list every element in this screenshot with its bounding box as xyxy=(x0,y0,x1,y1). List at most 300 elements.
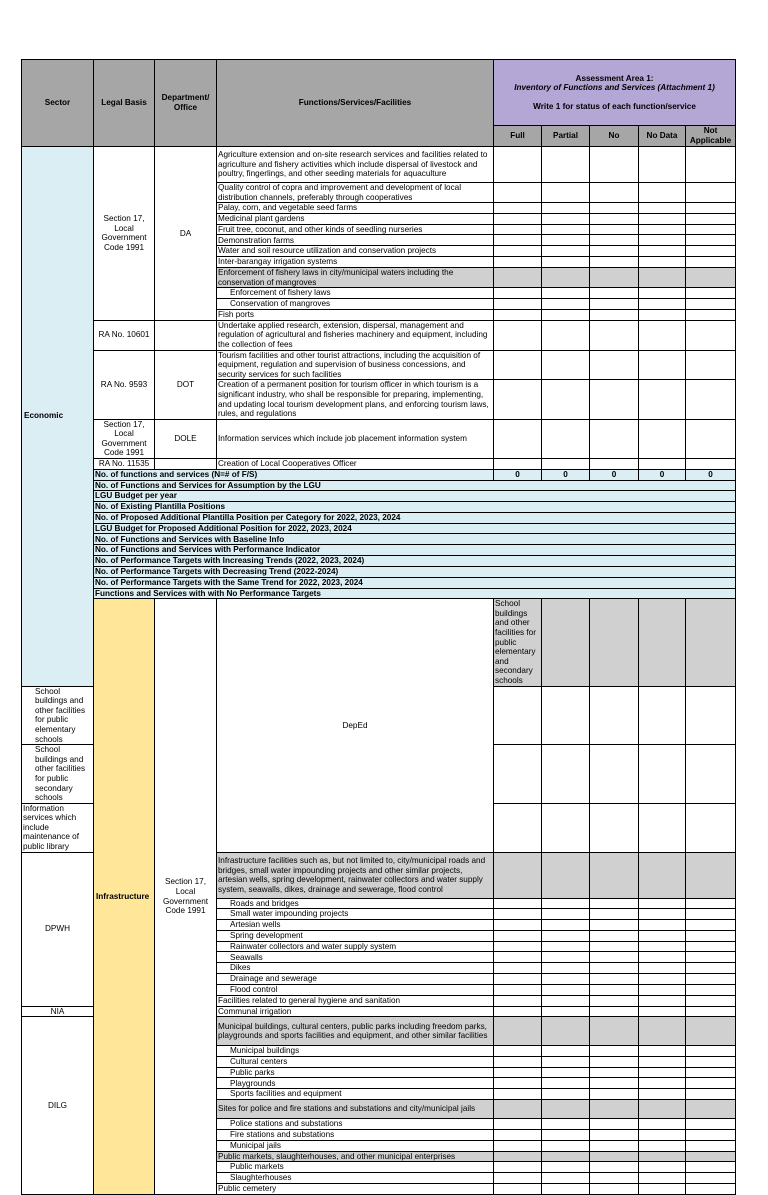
status-cell[interactable] xyxy=(542,235,590,246)
status-cell[interactable] xyxy=(590,1067,639,1078)
status-cell[interactable] xyxy=(494,963,542,974)
function-subitem: School buildings and other facilities for public secondary schools xyxy=(22,745,94,804)
count-not-applicable: 0 xyxy=(686,469,736,480)
function-subitem: Municipal buildings xyxy=(217,1046,494,1057)
status-cell[interactable] xyxy=(639,898,686,909)
status-cell[interactable] xyxy=(686,235,736,246)
status-cell[interactable] xyxy=(590,309,639,320)
status-cell[interactable] xyxy=(494,256,542,267)
status-full-header: Full xyxy=(494,126,542,147)
status-cell[interactable] xyxy=(639,995,686,1006)
status-cell[interactable] xyxy=(494,459,542,470)
status-cell[interactable] xyxy=(686,256,736,267)
status-cell[interactable] xyxy=(494,852,542,898)
status-cell[interactable] xyxy=(639,309,686,320)
status-cell[interactable] xyxy=(542,288,590,299)
legal-basis-da: Section 17, Local Government Code 1991 xyxy=(94,147,155,321)
status-cell[interactable] xyxy=(639,246,686,257)
status-cell[interactable] xyxy=(542,1151,590,1162)
status-cell[interactable] xyxy=(590,256,639,267)
function-item: Public cemetery xyxy=(217,1183,494,1194)
status-cell[interactable] xyxy=(639,1046,686,1057)
status-cell[interactable] xyxy=(494,1140,542,1151)
status-cell[interactable] xyxy=(639,963,686,974)
status-cell[interactable] xyxy=(590,952,639,963)
status-cell[interactable] xyxy=(686,995,736,1006)
status-cell[interactable] xyxy=(639,920,686,931)
status-cell[interactable] xyxy=(542,1078,590,1089)
status-cell[interactable] xyxy=(494,1183,542,1194)
status-cell[interactable] xyxy=(590,288,639,299)
status-cell[interactable] xyxy=(639,1056,686,1067)
status-cell[interactable] xyxy=(494,213,542,224)
status-cell[interactable] xyxy=(590,1130,639,1141)
function-subitem: Public markets xyxy=(217,1162,494,1173)
status-cell[interactable] xyxy=(494,1100,542,1119)
status-cell[interactable] xyxy=(590,985,639,996)
status-cell[interactable] xyxy=(639,256,686,267)
status-cell[interactable] xyxy=(639,147,686,183)
status-cell[interactable] xyxy=(542,985,590,996)
department-dpwh: DPWH xyxy=(22,852,94,1006)
status-cell[interactable] xyxy=(542,930,590,941)
assessment-title: Assessment Area 1: xyxy=(575,73,654,83)
status-cell[interactable] xyxy=(590,203,639,214)
status-cell[interactable] xyxy=(686,1140,736,1151)
status-cell[interactable] xyxy=(494,1151,542,1162)
status-cell[interactable] xyxy=(686,309,736,320)
status-cell[interactable] xyxy=(494,1078,542,1089)
status-cell[interactable] xyxy=(494,898,542,909)
status-cell[interactable] xyxy=(639,235,686,246)
status-cell[interactable] xyxy=(494,952,542,963)
status-cell[interactable] xyxy=(494,1130,542,1141)
status-cell[interactable] xyxy=(494,1056,542,1067)
status-cell[interactable] xyxy=(639,419,686,458)
legal-basis-infrastructure: Section 17, Local Government Code 1991 xyxy=(155,599,217,1195)
function-item: Inter-barangay irrigation systems xyxy=(217,256,494,267)
function-item: Fruit tree, coconut, and other kinds of seedling nurseries xyxy=(217,224,494,235)
status-cell[interactable] xyxy=(686,299,736,310)
function-item: Information services which include job placement information system xyxy=(217,419,494,458)
status-cell[interactable] xyxy=(686,267,736,287)
summary-row: No. of Performance Targets with Decreasing Trend (2022-2024) xyxy=(94,567,736,578)
status-cell[interactable] xyxy=(494,203,542,214)
status-cell[interactable] xyxy=(494,235,542,246)
function-item: Facilities related to general hygiene and sanitation xyxy=(217,995,494,1006)
status-cell[interactable] xyxy=(686,1100,736,1119)
status-cell[interactable] xyxy=(686,1056,736,1067)
status-cell[interactable] xyxy=(542,1006,590,1017)
function-subitem: Artesian wells xyxy=(217,920,494,931)
status-cell[interactable] xyxy=(542,1130,590,1141)
status-cell[interactable] xyxy=(686,203,736,214)
status-cell[interactable] xyxy=(542,803,590,852)
function-item: Creation of Local Cooperatives Officer xyxy=(217,459,494,470)
status-no-header: No xyxy=(590,126,639,147)
status-cell[interactable] xyxy=(639,203,686,214)
status-cell[interactable] xyxy=(639,1183,686,1194)
status-cell[interactable] xyxy=(639,1067,686,1078)
status-cell[interactable] xyxy=(494,1173,542,1184)
status-cell[interactable] xyxy=(686,599,736,686)
status-cell[interactable] xyxy=(639,183,686,203)
status-cell[interactable] xyxy=(590,686,639,745)
status-cell[interactable] xyxy=(494,909,542,920)
status-cell[interactable] xyxy=(686,963,736,974)
function-subitem: Roads and bridges xyxy=(217,898,494,909)
status-cell[interactable] xyxy=(639,1100,686,1119)
status-cell[interactable] xyxy=(494,745,542,804)
status-cell[interactable] xyxy=(494,1017,542,1046)
function-subitem: Seawalls xyxy=(217,952,494,963)
status-cell[interactable] xyxy=(686,224,736,235)
summary-row: No. of Performance Targets with Increasing Trends (2022, 2023, 2024) xyxy=(94,556,736,567)
status-cell[interactable] xyxy=(639,852,686,898)
status-cell[interactable] xyxy=(590,1183,639,1194)
status-cell[interactable] xyxy=(590,745,639,804)
header-sector: Sector xyxy=(22,60,94,147)
status-cell[interactable] xyxy=(542,419,590,458)
count-no: 0 xyxy=(590,469,639,480)
status-cell[interactable] xyxy=(686,1119,736,1130)
status-cell[interactable] xyxy=(639,320,686,350)
status-cell[interactable] xyxy=(686,1067,736,1078)
status-cell[interactable] xyxy=(494,288,542,299)
summary-row: No. of Performance Targets with the Same Trend for 2022, 2023, 2024 xyxy=(94,577,736,588)
status-cell[interactable] xyxy=(639,1173,686,1184)
status-cell[interactable] xyxy=(590,459,639,470)
count-no-data: 0 xyxy=(639,469,686,480)
status-cell[interactable] xyxy=(542,745,590,804)
status-cell[interactable] xyxy=(542,1140,590,1151)
status-cell[interactable] xyxy=(639,459,686,470)
status-cell[interactable] xyxy=(542,1017,590,1046)
status-cell[interactable] xyxy=(494,974,542,985)
status-cell[interactable] xyxy=(590,920,639,931)
status-cell[interactable] xyxy=(542,1046,590,1057)
status-cell[interactable] xyxy=(686,909,736,920)
status-cell[interactable] xyxy=(542,898,590,909)
status-cell[interactable] xyxy=(590,380,639,419)
status-cell[interactable] xyxy=(542,246,590,257)
status-cell[interactable] xyxy=(686,419,736,458)
status-cell[interactable] xyxy=(686,288,736,299)
status-cell[interactable] xyxy=(590,1119,639,1130)
status-cell[interactable] xyxy=(542,1173,590,1184)
status-cell[interactable] xyxy=(494,1046,542,1057)
department-dilg: DILG xyxy=(22,1017,94,1195)
status-cell[interactable] xyxy=(542,309,590,320)
status-cell[interactable] xyxy=(590,246,639,257)
status-cell[interactable] xyxy=(494,686,542,745)
status-cell[interactable] xyxy=(686,1183,736,1194)
status-cell[interactable] xyxy=(590,1006,639,1017)
status-cell[interactable] xyxy=(590,852,639,898)
status-cell[interactable] xyxy=(639,1140,686,1151)
status-cell[interactable] xyxy=(590,299,639,310)
sector-infrastructure: Infrastructure xyxy=(94,599,155,1195)
status-cell[interactable] xyxy=(639,213,686,224)
summary-row: LGU Budget per year xyxy=(94,491,736,502)
status-cell[interactable] xyxy=(639,1078,686,1089)
status-cell[interactable] xyxy=(590,1056,639,1067)
status-cell[interactable] xyxy=(590,1100,639,1119)
status-cell[interactable] xyxy=(590,419,639,458)
status-cell[interactable] xyxy=(686,1151,736,1162)
status-cell[interactable] xyxy=(590,350,639,380)
status-cell[interactable] xyxy=(590,213,639,224)
status-cell[interactable] xyxy=(542,213,590,224)
status-cell[interactable] xyxy=(542,224,590,235)
status-cell[interactable] xyxy=(542,350,590,380)
status-cell[interactable] xyxy=(542,599,590,686)
status-cell[interactable] xyxy=(542,1119,590,1130)
status-cell[interactable] xyxy=(542,952,590,963)
status-cell[interactable] xyxy=(542,1100,590,1119)
status-cell[interactable] xyxy=(542,941,590,952)
status-cell[interactable] xyxy=(590,1140,639,1151)
function-item: Agriculture extension and on-site research services and facilities related to agriculture and fishery activities which include dispersal of livestock and poultry, fingerlings, and other seeding materials for aquaculture xyxy=(217,147,494,183)
function-subitem: Rainwater collectors and water supply system xyxy=(217,941,494,952)
status-cell[interactable] xyxy=(542,380,590,419)
function-subitem: Conservation of mangroves xyxy=(217,299,494,310)
status-cell[interactable] xyxy=(639,909,686,920)
status-cell[interactable] xyxy=(590,803,639,852)
status-cell[interactable] xyxy=(590,930,639,941)
status-cell[interactable] xyxy=(590,909,639,920)
status-cell[interactable] xyxy=(590,1078,639,1089)
status-cell[interactable] xyxy=(542,203,590,214)
status-cell[interactable] xyxy=(590,1089,639,1100)
status-cell[interactable] xyxy=(686,1173,736,1184)
legal-basis-ra10601: RA No. 10601 xyxy=(94,320,155,350)
status-cell[interactable] xyxy=(494,183,542,203)
header-legal-basis: Legal Basis xyxy=(94,60,155,147)
status-cell[interactable] xyxy=(686,686,736,745)
status-cell[interactable] xyxy=(590,974,639,985)
legal-basis-ra9593: RA No. 9593 xyxy=(94,350,155,419)
status-cell[interactable] xyxy=(590,963,639,974)
status-cell[interactable] xyxy=(686,1078,736,1089)
status-cell[interactable] xyxy=(686,246,736,257)
status-cell[interactable] xyxy=(686,147,736,183)
inventory-table xyxy=(21,59,736,1195)
status-cell[interactable] xyxy=(590,320,639,350)
status-cell[interactable] xyxy=(590,599,639,686)
status-cell[interactable] xyxy=(542,1056,590,1067)
status-cell[interactable] xyxy=(639,1130,686,1141)
status-cell[interactable] xyxy=(639,941,686,952)
status-cell[interactable] xyxy=(639,1162,686,1173)
status-cell[interactable] xyxy=(590,1046,639,1057)
status-cell[interactable] xyxy=(542,299,590,310)
status-cell[interactable] xyxy=(639,1089,686,1100)
status-cell[interactable] xyxy=(639,599,686,686)
status-cell[interactable] xyxy=(590,224,639,235)
status-cell[interactable] xyxy=(494,267,542,287)
status-cell[interactable] xyxy=(542,147,590,183)
status-cell[interactable] xyxy=(639,1119,686,1130)
function-item: Quality control of copra and improvement and development of local distribution channels, preferably through cooperatives xyxy=(217,183,494,203)
status-cell[interactable] xyxy=(686,952,736,963)
status-cell[interactable] xyxy=(494,995,542,1006)
status-cell[interactable] xyxy=(639,745,686,804)
status-cell[interactable] xyxy=(639,299,686,310)
status-cell[interactable] xyxy=(686,320,736,350)
function-item: Creation of a permanent position for tourism officer in which tourism is a significant industry, who shall be responsible for preparing, implementing, and updating local tourism development plans, and enforcing tourism laws, rules, and regulations xyxy=(217,380,494,419)
status-cell[interactable] xyxy=(542,256,590,267)
status-cell[interactable] xyxy=(542,1067,590,1078)
function-subitem: Cultural centers xyxy=(217,1056,494,1067)
status-cell[interactable] xyxy=(542,1162,590,1173)
status-cell[interactable] xyxy=(639,350,686,380)
status-cell[interactable] xyxy=(494,147,542,183)
status-cell[interactable] xyxy=(686,1046,736,1057)
status-cell[interactable] xyxy=(686,1017,736,1046)
status-cell[interactable] xyxy=(494,941,542,952)
status-cell[interactable] xyxy=(686,745,736,804)
status-cell[interactable] xyxy=(686,350,736,380)
status-cell[interactable] xyxy=(686,1162,736,1173)
status-cell[interactable] xyxy=(494,380,542,419)
status-cell[interactable] xyxy=(590,1162,639,1173)
status-cell[interactable] xyxy=(494,1119,542,1130)
function-item: Public markets, slaughterhouses, and other municipal enterprises xyxy=(217,1151,494,1162)
status-cell[interactable] xyxy=(639,952,686,963)
summary-row: No. of Proposed Additional Plantilla Position per Category for 2022, 2023, 2024 xyxy=(94,512,736,523)
count-full: 0 xyxy=(494,469,542,480)
status-cell[interactable] xyxy=(590,898,639,909)
function-subitem: Police stations and substations xyxy=(217,1119,494,1130)
status-cell[interactable] xyxy=(639,803,686,852)
status-cell[interactable] xyxy=(686,803,736,852)
status-cell[interactable] xyxy=(494,1067,542,1078)
status-partial-header: Partial xyxy=(542,126,590,147)
assessment-area-header xyxy=(494,60,736,126)
status-cell[interactable] xyxy=(686,459,736,470)
function-item: Information services which include maintenance of public library xyxy=(22,803,94,852)
status-cell[interactable] xyxy=(639,224,686,235)
status-cell[interactable] xyxy=(494,1162,542,1173)
status-cell[interactable] xyxy=(494,985,542,996)
status-cell[interactable] xyxy=(686,1130,736,1141)
status-cell[interactable] xyxy=(494,1089,542,1100)
status-cell[interactable] xyxy=(639,1151,686,1162)
assessment-note: Write 1 for status of each function/service xyxy=(533,101,696,111)
department-blank xyxy=(155,320,217,350)
status-cell[interactable] xyxy=(639,930,686,941)
status-cell[interactable] xyxy=(542,920,590,931)
status-cell[interactable] xyxy=(494,419,542,458)
status-cell[interactable] xyxy=(590,1017,639,1046)
function-item: Municipal buildings, cultural centers, public parks including freedom parks, playgrounds and sports facilities and equipment, and other similar facilities xyxy=(217,1017,494,1046)
status-cell[interactable] xyxy=(686,920,736,931)
status-cell[interactable] xyxy=(590,267,639,287)
status-cell[interactable] xyxy=(686,1006,736,1017)
status-cell[interactable] xyxy=(542,909,590,920)
status-cell[interactable] xyxy=(639,1006,686,1017)
status-cell[interactable] xyxy=(686,852,736,898)
status-cell[interactable] xyxy=(494,350,542,380)
function-subitem: Municipal jails xyxy=(217,1140,494,1151)
assessment-subtitle: Inventory of Functions and Services (Attachment 1) xyxy=(514,83,715,93)
status-cell[interactable] xyxy=(542,852,590,898)
function-subitem: Flood control xyxy=(217,985,494,996)
status-cell[interactable] xyxy=(686,898,736,909)
status-cell[interactable] xyxy=(494,224,542,235)
function-subitem: Fire stations and substations xyxy=(217,1130,494,1141)
status-cell[interactable] xyxy=(542,974,590,985)
status-cell[interactable] xyxy=(494,309,542,320)
status-cell[interactable] xyxy=(639,686,686,745)
status-cell[interactable] xyxy=(542,1183,590,1194)
status-cell[interactable] xyxy=(590,1151,639,1162)
status-cell[interactable] xyxy=(686,930,736,941)
status-cell[interactable] xyxy=(686,183,736,203)
status-cell[interactable] xyxy=(590,183,639,203)
status-cell[interactable] xyxy=(639,267,686,287)
function-item: Palay, corn, and vegetable seed farms xyxy=(217,203,494,214)
status-cell[interactable] xyxy=(494,920,542,931)
status-cell[interactable] xyxy=(686,974,736,985)
status-cell[interactable] xyxy=(590,941,639,952)
status-cell[interactable] xyxy=(542,320,590,350)
status-cell[interactable] xyxy=(542,1089,590,1100)
status-cell[interactable] xyxy=(686,1089,736,1100)
status-cell[interactable] xyxy=(494,930,542,941)
function-item: Medicinal plant gardens xyxy=(217,213,494,224)
status-cell[interactable] xyxy=(639,985,686,996)
function-subitem: Sports facilities and equipment xyxy=(217,1089,494,1100)
status-cell[interactable] xyxy=(590,995,639,1006)
function-item: Enforcement of fishery laws in city/municipal waters including the conservation of mangroves xyxy=(217,267,494,287)
status-cell[interactable] xyxy=(686,941,736,952)
status-cell[interactable] xyxy=(639,1017,686,1046)
status-cell[interactable] xyxy=(686,213,736,224)
status-cell[interactable] xyxy=(590,235,639,246)
status-cell[interactable] xyxy=(639,974,686,985)
status-cell[interactable] xyxy=(542,459,590,470)
function-subitem: Small water impounding projects xyxy=(217,909,494,920)
status-cell[interactable] xyxy=(494,1006,542,1017)
status-cell[interactable] xyxy=(686,985,736,996)
status-cell[interactable] xyxy=(590,147,639,183)
status-cell[interactable] xyxy=(494,320,542,350)
status-cell[interactable] xyxy=(542,267,590,287)
status-not-applicable-header: Not Applicable xyxy=(686,126,736,147)
department-blank xyxy=(155,459,217,470)
function-item: School buildings and other facilities for public elementary and secondary schools xyxy=(494,599,542,686)
summary-row: No. of Existing Plantilla Positions xyxy=(94,502,736,513)
status-cell[interactable] xyxy=(639,380,686,419)
status-cell[interactable] xyxy=(590,1173,639,1184)
function-subitem: Enforcement of fishery laws xyxy=(217,288,494,299)
function-subitem: Spring development xyxy=(217,930,494,941)
function-item: Water and soil resource utilization and conservation projects xyxy=(217,246,494,257)
function-item: Demonstration farms xyxy=(217,235,494,246)
status-cell[interactable] xyxy=(542,183,590,203)
status-cell[interactable] xyxy=(542,995,590,1006)
status-cell[interactable] xyxy=(494,246,542,257)
legal-basis-dole: Section 17, Local Government Code 1991 xyxy=(94,419,155,458)
status-cell[interactable] xyxy=(542,686,590,745)
status-cell[interactable] xyxy=(639,288,686,299)
status-cell[interactable] xyxy=(494,803,542,852)
status-cell[interactable] xyxy=(494,299,542,310)
status-cell[interactable] xyxy=(686,380,736,419)
status-cell[interactable] xyxy=(542,963,590,974)
